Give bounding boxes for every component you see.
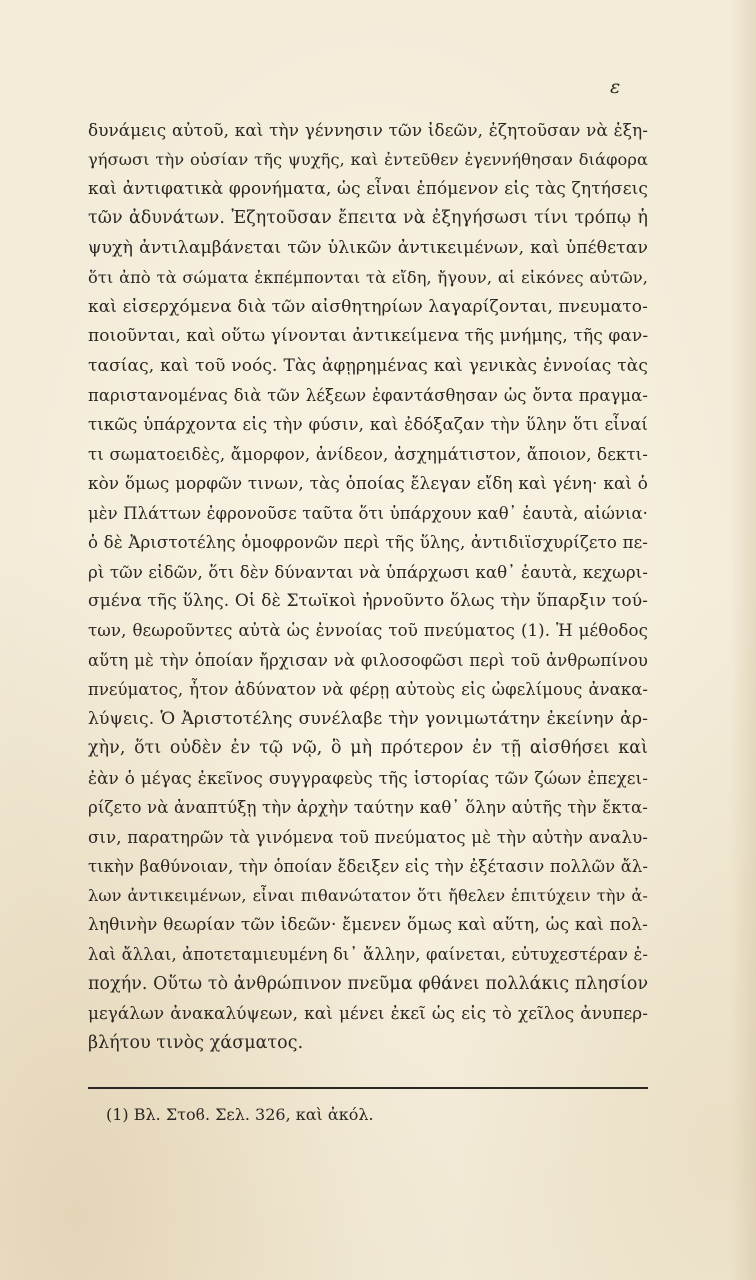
- text-line: καὶ ἀντιφατικὰ φρονήματα, ὡς εἶναι ἑπόμενον εἰς τὰς ζητήσεις: [88, 178, 648, 199]
- footnote: (1) Βλ. Στοϐ. Σελ. 326, καὶ ἀκόλ.: [106, 1105, 374, 1124]
- text-line: ποχήν. Οὕτω τὸ ἀνθρώπινον πνεῦμα φθάνει πολλάκις πλησίον: [88, 973, 649, 994]
- text-line: σμένα τῆς ὕλης. Οἱ δὲ Στωϊκοὶ ἠρνοῦντο ὅλως τὴν ὕπαρξιν τού-: [88, 591, 648, 611]
- text-line: πνεύματος, ἦτον ἀδύνατον νὰ φέρῃ αὐτοὺς εἰς ὠφελίμους ἀνακα-: [88, 680, 648, 700]
- text-line: ὅτι ἀπὸ τὰ σώματα ἐκπέμπονται τὰ εἴδη, ἤγουν, αἱ εἰκόνες αὐτῶν,: [88, 268, 648, 288]
- text-line: ψυχὴ ἀντιλαμβάνεται τῶν ὑλικῶν ἀντικειμένων, καὶ ὑπέθεταν: [88, 237, 648, 258]
- text-line: ὁ δὲ Ἀριστοτέλης ὁμοφρονῶν περὶ τῆς ὕλης, ἀντιδιϊσχυρίζετο πε-: [88, 533, 648, 553]
- text-line: μεγάλων ἀνακαλύψεων, καὶ μένει ἐκεῖ ὡς εἰς τὸ χεῖλος ἀνυπερ-: [88, 1003, 648, 1024]
- text-line: τῶν ἀδυνάτων. Ἐζητοῦσαν ἔπειτα νὰ ἐξηγήσωσι τίνι τρόπῳ ἡ: [88, 208, 648, 229]
- text-line: ρὶ τῶν εἰδῶν, ὅτι δὲν δύνανται νὰ ὑπάρχωσι καθ᾽ ἑαυτὰ, κεχωρι-: [88, 562, 648, 582]
- text-line: γήσωσι τὴν οὐσίαν τῆς ψυχῆς, καὶ ἐντεῦθεν ἐγεννήθησαν διάφορα: [88, 150, 648, 170]
- text-line: καὶ εἰσερχόμενα διὰ τῶν αἰσθητηρίων λαγαρίζονται, πνευματο-: [88, 296, 648, 317]
- text-line: των, θεωροῦντες αὐτὰ ὡς ἐννοίας τοῦ πνεύματος (1). Ἡ μέθοδος: [88, 621, 648, 641]
- footnote-divider: [88, 1087, 648, 1089]
- text-line: τικὴν βαθύνοιαν, τὴν ὁποίαν ἔδειξεν εἰς τὴν ἐξέτασιν πολλῶν ἄλ-: [88, 856, 648, 876]
- text-line: ληθινὴν θεωρίαν τῶν ἰδεῶν· ἔμενεν ὅμως καὶ αὕτη, ὡς καὶ πολ-: [88, 914, 648, 935]
- text-line: παριστανομένας διὰ τῶν λέξεων ἐφαντάσθησαν ὡς ὄντα πραγμα-: [88, 385, 648, 405]
- text-line: χὴν, ὅτι οὐδὲν ἐν τῷ νῷ, ὃ μὴ πρότερον ἐν τῇ αἰσθήσει καὶ: [88, 738, 648, 759]
- text-line: μὲν Πλάττων ἐφρονοῦσε ταῦτα ὅτι ὑπάρχουν καθ᾽ ἑαυτὰ, αἰώνια·: [88, 503, 648, 523]
- text-line: αὕτη μὲ τὴν ὁποίαν ἤρχισαν νὰ φιλοσοφῶσι περὶ τοῦ ἀνθρωπίνου: [88, 650, 648, 670]
- text-line: κὸν ὅμως μορφῶν τινων, τὰς ὁποίας ἔλεγαν εἴδη καὶ γένη· καὶ ὁ: [88, 473, 648, 494]
- text-line: τι σωματοειδὲς, ἄμορφον, ἀνίδεον, ἀσχημάτιστον, ἄποιον, δεκτι-: [88, 444, 648, 464]
- text-line: λαὶ ἄλλαι, ἀποτεταμιευμένη δι᾽ ἄλλην, φαίνεται, εὐτυχεστέραν ἐ-: [88, 945, 648, 965]
- page-edge-shadow: [730, 0, 756, 1280]
- page-number: ε: [610, 76, 621, 98]
- text-line: σιν, παρατηρῶν τὰ γινόμενα τοῦ πνεύματος μὲ τὴν αὐτὴν αναλυ-: [88, 827, 648, 847]
- text-line: τασίας, καὶ τοῦ νοός. Τὰς ἀφῃρημένας καὶ γενικὰς ἐννοίας τὰς: [88, 355, 648, 376]
- text-line: βλήτου τινὸς χάσματος.: [88, 1032, 304, 1053]
- text-line: ποιοῦνται, καὶ οὕτω γίνονται ἀντικείμενα τῆς μνήμης, τῆς φαν-: [88, 326, 649, 347]
- text-line: ἐὰν ὁ μέγας ἐκεῖνος συγγραφεὺς τῆς ἱστορίας τῶν ζώων ἐπεχει-: [88, 767, 648, 788]
- text-line: ρίζετο νὰ ἀναπτύξῃ τὴν ἀρχὴν ταύτην καθ᾽ ὅλην αὐτῆς τὴν ἔκτα-: [88, 798, 648, 818]
- text-line: λων ἀντικειμένων, εἶναι πιθανώτατον ὅτι ἤθελεν ἐπιτύχειν τὴν ἀ-: [88, 886, 648, 906]
- text-line: δυνάμεις αὐτοῦ, καὶ τὴν γέννησιν τῶν ἰδεῶν, ἐζητοῦσαν νὰ ἐξη-: [88, 120, 648, 140]
- text-line: τικῶς ὑπάρχοντα εἰς τὴν φύσιν, καὶ ἐδόξαζαν τὴν ὕλην ὅτι εἶναί: [88, 415, 648, 435]
- body-text: [88, 116, 648, 1058]
- text-line: λύψεις. Ὁ Ἀριστοτέλης συνέλαβε τὴν γονιμωτάτην ἐκείνην ἀρ-: [88, 708, 648, 729]
